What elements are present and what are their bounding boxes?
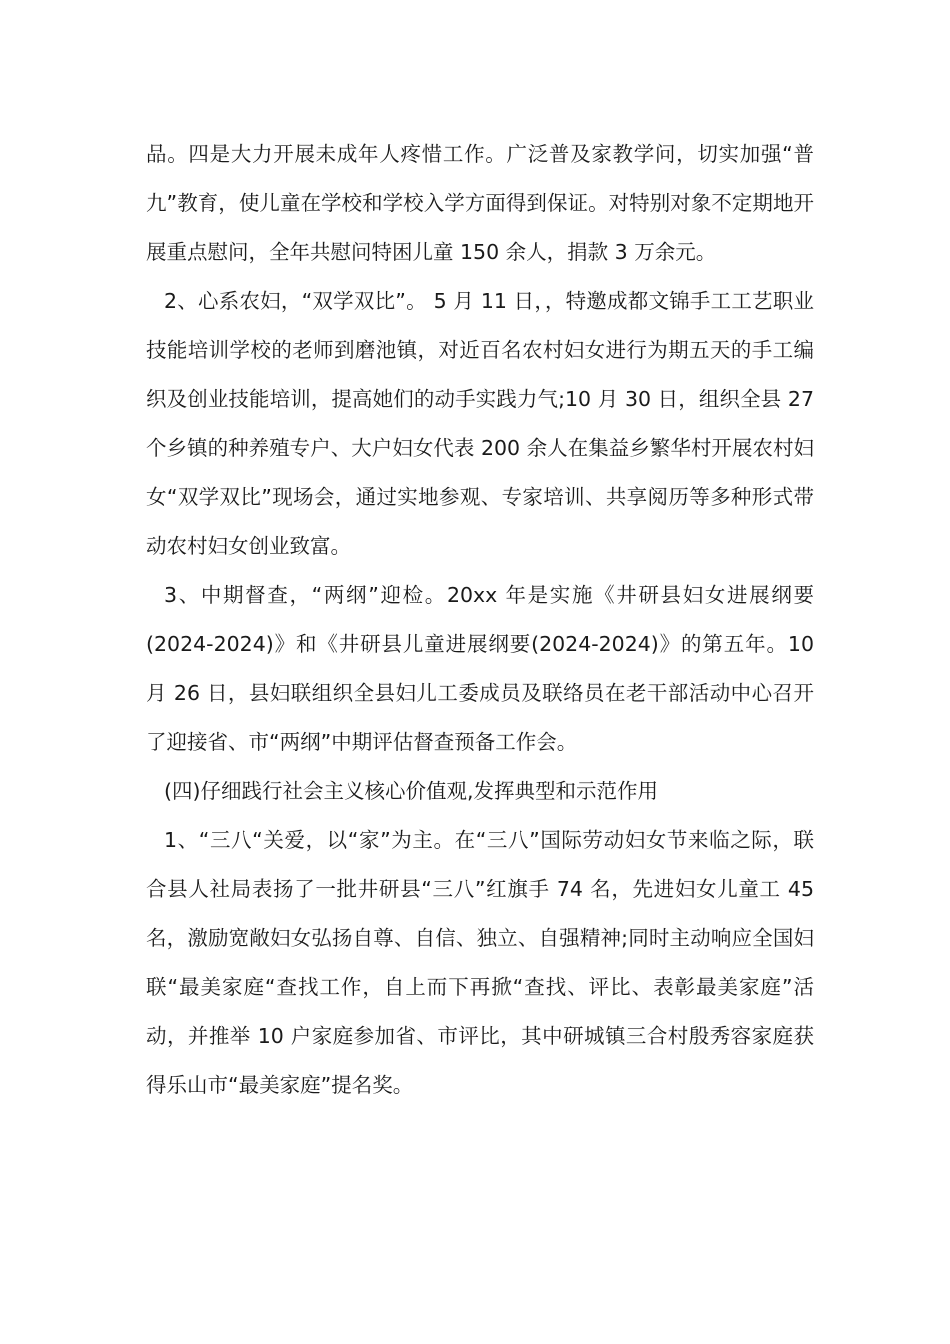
paragraph-item-2-rural-women: 2、心系农妇，“双学双比”。 5 月 11 日，，特邀成都文锦手工工艺职业技能培训学校的老师到磨池镇，对近百名农村妇女进行为期五天的手工编织及创业技能培训，提高她们的动手实践力气;10 月 30 日，组织全县 27 个乡镇的种养殖专户、大户妇女代表 200 余人在集益乡繁华村开展农村妇女“双学双比”现场会，通过实地参观、专家培训、共享阅历等多种形式带动农村妇女创业致富。 (146, 289, 814, 558)
document-body (146, 130, 814, 1110)
paragraph-item-3-midterm-inspection: 3、中期督查，“两纲”迎检。20xx 年是实施《井研县妇女进展纲要(2024-2024)》和《井研县儿童进展纲要(2024-2024)》的第五年。10 月 26 日，县妇联组织全县妇儿工委成员及联络员在老干部活动中心召开了迎接省、市“两纲”中期评估督查预备工作会。 (146, 583, 814, 754)
section-heading-4: (四)仔细践行社会主义核心价值观,发挥典型和示范作用 (164, 779, 659, 803)
paragraph-item-1-womens-day: 1、“三八“关爱，以“家”为主。在“三八”国际劳动妇女节来临之际，联合县人社局表扬了一批井研县“三八”红旗手 74 名，先进妇女儿童工 45 名，激励宽敞妇女弘扬自尊、自信、独立、自强精神;同时主动响应全国妇联“最美家庭“查找工作，自上而下再掀“查找、评比、表彰最美家庭”活动，并推举 10 户家庭参加省、市评比，其中研城镇三合村殷秀容家庭获得乐山市“最美家庭”提名奖。 (146, 828, 814, 1097)
paragraph-continuation: 品。四是大力开展未成年人疼惜工作。广泛普及家教学问，切实加强“普九”教育，使儿童在学校和学校入学方面得到保证。对特别对象不定期地开展重点慰问，全年共慰问特困儿童 150 余人，捐款 3 万余元。 (146, 142, 814, 264)
